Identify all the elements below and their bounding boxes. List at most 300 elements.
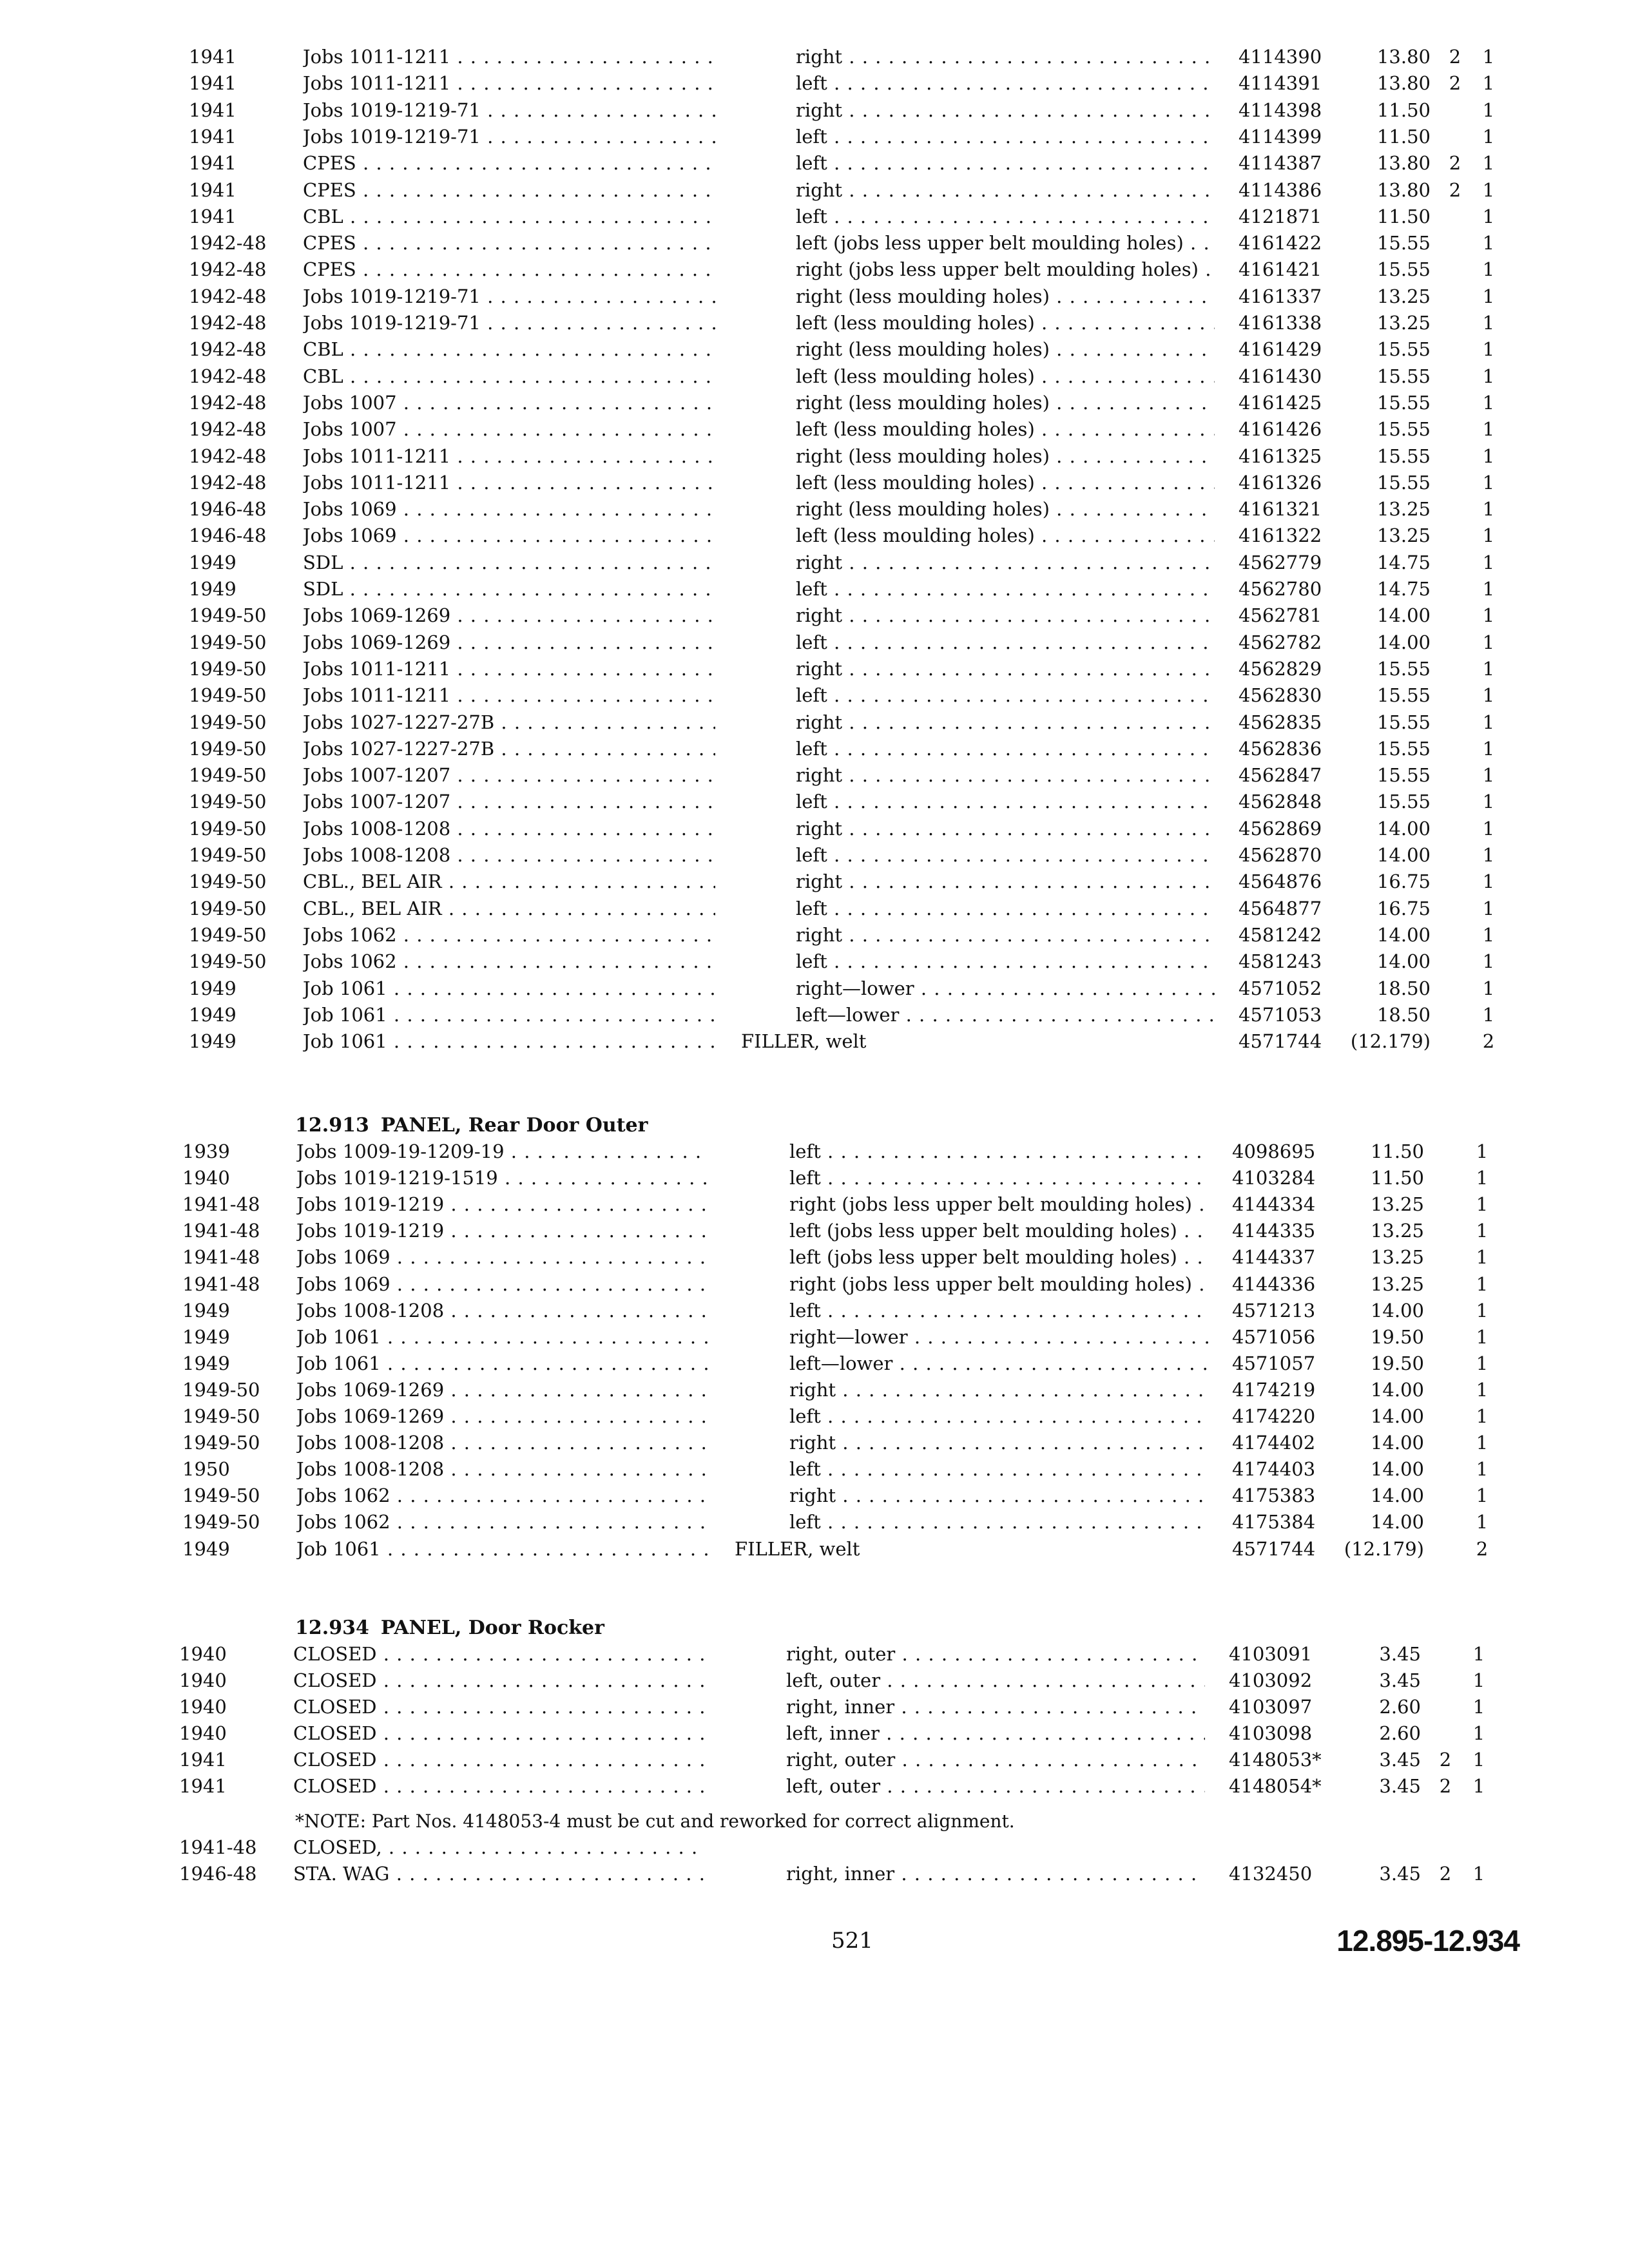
quantity-cell: 1 [1476, 1352, 1489, 1374]
group-cell [1436, 1244, 1461, 1271]
part-number-cell [1229, 1834, 1338, 1861]
quantity-cell: 1 [1482, 791, 1495, 813]
table-row [0, 1324, 1629, 1350]
year-cell: 1941-48 [179, 1836, 257, 1858]
part-number-cell: 4161422 [1239, 232, 1322, 255]
group-cell [1436, 1509, 1461, 1535]
part-number-cell: 4161429 [1239, 338, 1322, 361]
price-cell: 14.00 [1370, 1511, 1424, 1533]
part-number-cell: 4562829 [1239, 657, 1322, 680]
price-cell: 11.50 [1370, 1140, 1424, 1162]
table-row [0, 1773, 1629, 1800]
part-number-cell: 4581243 [1239, 950, 1322, 973]
quantity-cell: 1 [1476, 1458, 1489, 1481]
price-cell: 19.50 [1370, 1325, 1424, 1348]
model-cell: CPES . . . [303, 150, 715, 177]
description-cell: left . . . [796, 70, 1215, 97]
price-cell: 18.50 [1376, 977, 1431, 999]
table-row [0, 443, 1629, 470]
group-cell [1436, 1350, 1461, 1377]
quantity-cell: 1 [1476, 1325, 1489, 1348]
year-cell: 1949-50 [189, 870, 267, 893]
model-cell: Jobs 1011-1211 . . . [303, 470, 715, 496]
table-row [0, 470, 1629, 496]
page-number: 521 [831, 1928, 873, 1954]
price-cell: 13.25 [1376, 285, 1431, 307]
price-cell: 13.80 [1376, 152, 1431, 175]
section-title [295, 1112, 648, 1139]
model-cell: Jobs 1007 . . . [303, 416, 715, 443]
price-cell: 13.25 [1376, 312, 1431, 334]
part-number-cell: 4562836 [1239, 737, 1322, 760]
table-row [0, 842, 1629, 869]
part-number-cell: 4562870 [1239, 844, 1322, 866]
description-cell: right . . . [796, 550, 1215, 576]
group-cell [1442, 204, 1468, 230]
year-cell: 1949-50 [189, 923, 267, 946]
quantity-cell: 1 [1476, 1273, 1489, 1295]
description-cell: right . . . [796, 656, 1215, 682]
model-cell: CLOSED . . . [293, 1747, 706, 1773]
quantity-cell: 1 [1476, 1299, 1489, 1321]
description-cell: right . . . [796, 922, 1215, 948]
quantity-cell: 1 [1482, 524, 1495, 547]
year-cell: 1946-48 [189, 498, 267, 521]
model-cell: Jobs 1069-1269 . . . [296, 1377, 709, 1403]
table-row [0, 390, 1629, 416]
group-cell [1442, 869, 1468, 895]
description-cell: left . . . [789, 1456, 1208, 1483]
quantity-cell: 1 [1482, 923, 1495, 946]
model-cell: Jobs 1019-1219-71 . . . [303, 310, 715, 336]
description-cell: right (jobs less upper belt moulding holes) . . . [796, 256, 1215, 283]
year-cell: 1949-50 [182, 1511, 260, 1533]
price-cell: 3.45 [1379, 1749, 1421, 1771]
year-cell: 1941 [179, 1775, 227, 1797]
price-cell: (12.179) [1350, 1030, 1431, 1053]
description-cell: left (less moulding holes) . . . [796, 363, 1215, 390]
year-cell: 1949-50 [189, 764, 267, 787]
table-row [0, 44, 1629, 70]
description-cell: FILLER, welt [741, 1030, 867, 1053]
quantity-cell: 1 [1476, 1140, 1489, 1162]
part-number-cell: 4562835 [1239, 711, 1322, 733]
group-cell [1432, 1694, 1458, 1720]
year-cell: 1946-48 [189, 524, 267, 547]
price-cell: 14.00 [1370, 1432, 1424, 1454]
quantity-cell: 1 [1482, 285, 1495, 307]
table-row [0, 922, 1629, 948]
part-number-cell: 4562780 [1239, 578, 1322, 600]
price-cell: 3.45 [1379, 1669, 1421, 1691]
price-cell: 15.55 [1376, 232, 1431, 255]
table-row [0, 1694, 1629, 1720]
model-cell: Jobs 1009-19-1209-19 . . . [296, 1139, 709, 1165]
part-number-cell: 4571052 [1239, 977, 1322, 999]
table-row [0, 1298, 1629, 1324]
table-row [0, 550, 1629, 576]
group-cell [1436, 1165, 1461, 1191]
model-cell: Jobs 1011-1211 . . . [303, 70, 715, 97]
group-cell [1436, 1191, 1461, 1218]
quantity-cell: 1 [1476, 1167, 1489, 1189]
description-cell: left, inner . . . [786, 1720, 1205, 1747]
table-row [0, 1641, 1629, 1667]
quantity-cell: 1 [1476, 1378, 1489, 1401]
description-cell: left . . . [796, 842, 1215, 869]
model-cell: Jobs 1069-1269 . . . [296, 1403, 709, 1430]
table-row [0, 602, 1629, 629]
year-cell: 1941-48 [182, 1246, 260, 1269]
description-cell: right . . . [796, 762, 1215, 789]
quantity-cell: 1 [1482, 657, 1495, 680]
group-cell [1436, 1298, 1461, 1324]
quantity-cell: 1 [1482, 817, 1495, 840]
part-number-cell: 4571744 [1239, 1030, 1322, 1053]
part-number-cell: 4571053 [1239, 1003, 1322, 1026]
quantity-cell: 1 [1482, 897, 1495, 919]
description-cell: left (less moulding holes) . . . [796, 523, 1215, 549]
year-cell: 1949 [189, 578, 236, 600]
quantity-cell: 1 [1482, 711, 1495, 733]
year-cell: 1942-48 [189, 312, 267, 334]
group-cell [1442, 789, 1468, 815]
quantity-cell: 1 [1472, 1696, 1485, 1718]
price-cell: 14.00 [1370, 1378, 1424, 1401]
year-cell: 1949-50 [189, 791, 267, 813]
price-cell: 13.25 [1370, 1273, 1424, 1295]
quantity-cell: 1 [1472, 1643, 1485, 1665]
year-cell: 1942-48 [189, 338, 267, 361]
quantity-cell: 1 [1482, 870, 1495, 893]
price-cell: 3.45 [1379, 1643, 1421, 1665]
price-cell: 16.75 [1376, 870, 1431, 893]
part-number-cell: 4562848 [1239, 791, 1322, 813]
quantity-cell: 1 [1482, 471, 1495, 494]
year-cell: 1949 [182, 1352, 230, 1374]
group-cell [1436, 1536, 1461, 1562]
year-cell: 1949-50 [189, 684, 267, 707]
year-cell: 1949 [182, 1325, 230, 1348]
price-cell: 13.25 [1376, 524, 1431, 547]
table-row [0, 97, 1629, 124]
quantity-cell: 1 [1482, 178, 1495, 201]
model-cell: Jobs 1019-1219-1519 . . . [296, 1165, 709, 1191]
part-number-cell: 4114391 [1239, 72, 1322, 95]
description-cell: right . . . [789, 1483, 1208, 1509]
part-number-cell: 4562781 [1239, 604, 1322, 627]
part-number-cell: 4103284 [1232, 1167, 1316, 1189]
table-row [0, 1509, 1629, 1535]
price-cell: 15.55 [1376, 471, 1431, 494]
description-cell: left, outer . . . [786, 1773, 1205, 1800]
year-cell: 1941 [189, 72, 236, 95]
description-cell: right . . . [796, 816, 1215, 842]
quantity-cell: 1 [1476, 1246, 1489, 1269]
part-number-cell: 4103092 [1229, 1669, 1313, 1691]
price-cell: 11.50 [1376, 205, 1431, 227]
group-cell [1442, 284, 1468, 310]
description-cell: left . . . [789, 1403, 1208, 1430]
year-cell: 1949-50 [189, 817, 267, 840]
group-cell [1442, 1028, 1468, 1055]
quantity-cell: 1 [1472, 1863, 1485, 1885]
table-row [0, 416, 1629, 443]
table-row [0, 1271, 1629, 1298]
model-cell: Jobs 1069 . . . [303, 496, 715, 523]
price-cell: 14.00 [1370, 1485, 1424, 1507]
model-cell: Jobs 1069 . . . [296, 1244, 709, 1271]
price-cell: 13.25 [1376, 498, 1431, 521]
model-cell: CLOSED, . . . [293, 1834, 706, 1861]
description-cell: left—lower . . . [789, 1350, 1208, 1377]
description-cell: left . . . [796, 682, 1215, 709]
quantity-cell: 1 [1482, 152, 1495, 175]
price-cell: 3.45 [1379, 1775, 1421, 1797]
description-cell: left . . . [796, 948, 1215, 975]
model-cell: Jobs 1062 . . . [296, 1483, 709, 1509]
year-cell: 1941 [189, 125, 236, 148]
year-cell: 1942-48 [189, 258, 267, 281]
part-number-cell: 4571213 [1232, 1299, 1316, 1321]
model-cell: CLOSED . . . [293, 1641, 706, 1667]
year-cell: 1941-48 [182, 1273, 260, 1295]
quantity-cell: 1 [1482, 950, 1495, 973]
year-cell: 1940 [179, 1643, 227, 1665]
description-cell [786, 1834, 1205, 1861]
description-cell: left . . . [796, 150, 1215, 177]
price-cell: 3.45 [1379, 1863, 1421, 1885]
model-cell: Job 1061 . . . [296, 1536, 709, 1562]
part-number-cell: 4562779 [1239, 551, 1322, 573]
price-cell: 13.25 [1370, 1220, 1424, 1242]
part-number-cell: 4098695 [1232, 1140, 1316, 1162]
group-cell [1442, 975, 1468, 1002]
table-row [0, 1720, 1629, 1747]
part-number-cell: 4562830 [1239, 684, 1322, 707]
part-number-cell: 4161425 [1239, 391, 1322, 414]
section-name: PANEL, Door Rocker [380, 1617, 604, 1639]
group-cell: 2 [1439, 1749, 1452, 1771]
group-cell [1442, 97, 1468, 124]
price-cell: 14.00 [1370, 1458, 1424, 1481]
table-row [0, 336, 1629, 363]
model-cell: Jobs 1008-1208 . . . [296, 1298, 709, 1324]
section-title [295, 1615, 604, 1641]
part-number-cell: 4581242 [1239, 923, 1322, 946]
quantity-cell: 1 [1476, 1193, 1489, 1216]
model-cell: Job 1061 . . . [303, 975, 715, 1002]
year-cell: 1949-50 [182, 1405, 260, 1427]
group-cell [1436, 1377, 1461, 1403]
table-row [0, 1456, 1629, 1483]
year-cell: 1942-48 [189, 471, 267, 494]
section-number: 12.934 [295, 1617, 369, 1639]
model-cell: CPES . . . [303, 230, 715, 256]
model-cell: Job 1061 . . . [296, 1350, 709, 1377]
price-cell: 13.80 [1376, 46, 1431, 68]
quantity-cell: 1 [1482, 551, 1495, 573]
description-cell: left (less moulding holes) . . . [796, 416, 1215, 443]
group-cell [1442, 310, 1468, 336]
table-row [0, 70, 1629, 97]
price-cell: 15.55 [1376, 338, 1431, 361]
description-cell: FILLER, welt [735, 1537, 860, 1560]
model-cell: Jobs 1062 . . . [296, 1509, 709, 1535]
table-row [0, 1218, 1629, 1244]
group-cell [1436, 1218, 1461, 1244]
table-row [0, 1667, 1629, 1694]
table-row [0, 230, 1629, 256]
group-cell [1442, 390, 1468, 416]
quantity-cell: 1 [1472, 1749, 1485, 1771]
group-cell [1442, 629, 1468, 656]
model-cell: Jobs 1019-1219-71 . . . [303, 97, 715, 124]
model-cell: CLOSED . . . [293, 1773, 706, 1800]
model-cell: Job 1061 . . . [303, 1028, 715, 1055]
group-cell [1442, 1002, 1468, 1028]
quantity-cell: 1 [1482, 578, 1495, 600]
description-cell: left . . . [796, 124, 1215, 150]
price-cell: 15.55 [1376, 365, 1431, 387]
part-number-cell: 4103098 [1229, 1722, 1313, 1744]
price-cell: 2.60 [1379, 1722, 1421, 1744]
year-cell: 1942-48 [189, 391, 267, 414]
description-cell: right (jobs less upper belt moulding holes) . . . [789, 1271, 1208, 1298]
group-cell [1436, 1403, 1461, 1430]
quantity-cell: 1 [1482, 258, 1495, 281]
group-cell: 2 [1449, 46, 1461, 68]
year-cell: 1941 [179, 1749, 227, 1771]
model-cell: SDL . . . [303, 576, 715, 602]
year-cell: 1949-50 [189, 844, 267, 866]
group-cell [1442, 842, 1468, 869]
part-number-cell: 4121871 [1239, 205, 1322, 227]
group-cell [1442, 816, 1468, 842]
table-row [0, 1002, 1629, 1028]
group-cell [1442, 762, 1468, 789]
table-row [0, 1028, 1629, 1055]
year-cell: 1941-48 [182, 1220, 260, 1242]
description-cell: left . . . [789, 1298, 1208, 1324]
description-cell: left (jobs less upper belt moulding holes) . . . [789, 1244, 1208, 1271]
table-row [0, 736, 1629, 762]
quantity-cell: 1 [1476, 1511, 1489, 1533]
description-cell: right (less moulding holes) . . . [796, 443, 1215, 470]
table-row [0, 1747, 1629, 1773]
part-number-cell: 4562847 [1239, 764, 1322, 787]
year-cell: 1949-50 [189, 604, 267, 627]
group-cell [1442, 416, 1468, 443]
year-cell: 1940 [179, 1669, 227, 1691]
group-cell [1432, 1834, 1458, 1861]
group-cell [1432, 1667, 1458, 1694]
model-cell: CLOSED . . . [293, 1667, 706, 1694]
year-cell: 1949-50 [189, 657, 267, 680]
part-number-cell: 4161430 [1239, 365, 1322, 387]
year-cell: 1949-50 [189, 897, 267, 919]
price-cell [1331, 1834, 1421, 1861]
group-cell [1442, 682, 1468, 709]
year-cell: 1949 [189, 1003, 236, 1026]
model-cell: CPES . . . [303, 256, 715, 283]
model-cell: Jobs 1027-1227-27B . . . [303, 736, 715, 762]
part-number-cell: 4571057 [1232, 1352, 1316, 1374]
year-cell: 1949-50 [182, 1432, 260, 1454]
year-cell: 1942-48 [189, 232, 267, 255]
model-cell: Jobs 1007 . . . [303, 390, 715, 416]
description-cell: right (less moulding holes) . . . [796, 496, 1215, 523]
group-cell [1436, 1430, 1461, 1456]
price-cell: 15.55 [1376, 791, 1431, 813]
year-cell: 1940 [179, 1696, 227, 1718]
description-cell: right (jobs less upper belt moulding holes) . . . [789, 1191, 1208, 1218]
model-cell: Jobs 1069-1269 . . . [303, 602, 715, 629]
section-range: 12.895-12.934 [1336, 1924, 1519, 1957]
table-row [0, 948, 1629, 975]
quantity-cell: 1 [1482, 604, 1495, 627]
part-number-cell: 4564876 [1239, 870, 1322, 893]
description-cell: right (less moulding holes) . . . [796, 390, 1215, 416]
group-cell: 2 [1439, 1863, 1452, 1885]
price-cell: 2.60 [1379, 1696, 1421, 1718]
description-cell: right . . . [796, 869, 1215, 895]
year-cell: 1942-48 [189, 418, 267, 441]
table-row [0, 682, 1629, 709]
year-cell: 1949 [189, 551, 236, 573]
table-row [0, 363, 1629, 390]
part-number-cell: 4114399 [1239, 125, 1322, 148]
model-cell: Jobs 1011-1211 . . . [303, 44, 715, 70]
price-cell: 14.00 [1376, 817, 1431, 840]
year-cell: 1949-50 [189, 950, 267, 973]
year-cell: 1940 [182, 1167, 230, 1189]
description-cell: right . . . [796, 709, 1215, 736]
price-cell: 18.50 [1376, 1003, 1431, 1026]
group-cell [1442, 896, 1468, 922]
part-number-cell: 4148054* [1229, 1775, 1322, 1797]
model-cell: CLOSED . . . [293, 1720, 706, 1747]
table-row [0, 1244, 1629, 1271]
year-cell: 1941 [189, 152, 236, 175]
part-number-cell: 4103097 [1229, 1696, 1313, 1718]
description-cell: right, inner . . . [786, 1694, 1205, 1720]
table-row [0, 1483, 1629, 1509]
table-row [0, 204, 1629, 230]
section-name: PANEL, Rear Door Outer [380, 1114, 648, 1137]
description-cell: right . . . [796, 177, 1215, 204]
quantity-cell: 1 [1476, 1405, 1489, 1427]
description-cell: left . . . [796, 204, 1215, 230]
table-row [0, 124, 1629, 150]
description-cell: left . . . [789, 1165, 1208, 1191]
quantity-cell: 2 [1476, 1537, 1489, 1560]
table-row [0, 256, 1629, 283]
description-cell: right . . . [789, 1377, 1208, 1403]
quantity-cell: 1 [1482, 232, 1495, 255]
table-row [0, 496, 1629, 523]
table-row [0, 1165, 1629, 1191]
group-cell [1442, 443, 1468, 470]
price-cell: 19.50 [1370, 1352, 1424, 1374]
model-cell: Jobs 1008-1208 . . . [296, 1456, 709, 1483]
quantity-cell: 1 [1482, 391, 1495, 414]
description-cell: right . . . [796, 44, 1215, 70]
model-cell: CLOSED . . . [293, 1694, 706, 1720]
model-cell: Jobs 1007-1207 . . . [303, 789, 715, 815]
group-cell [1432, 1720, 1458, 1747]
quantity-cell: 1 [1482, 125, 1495, 148]
